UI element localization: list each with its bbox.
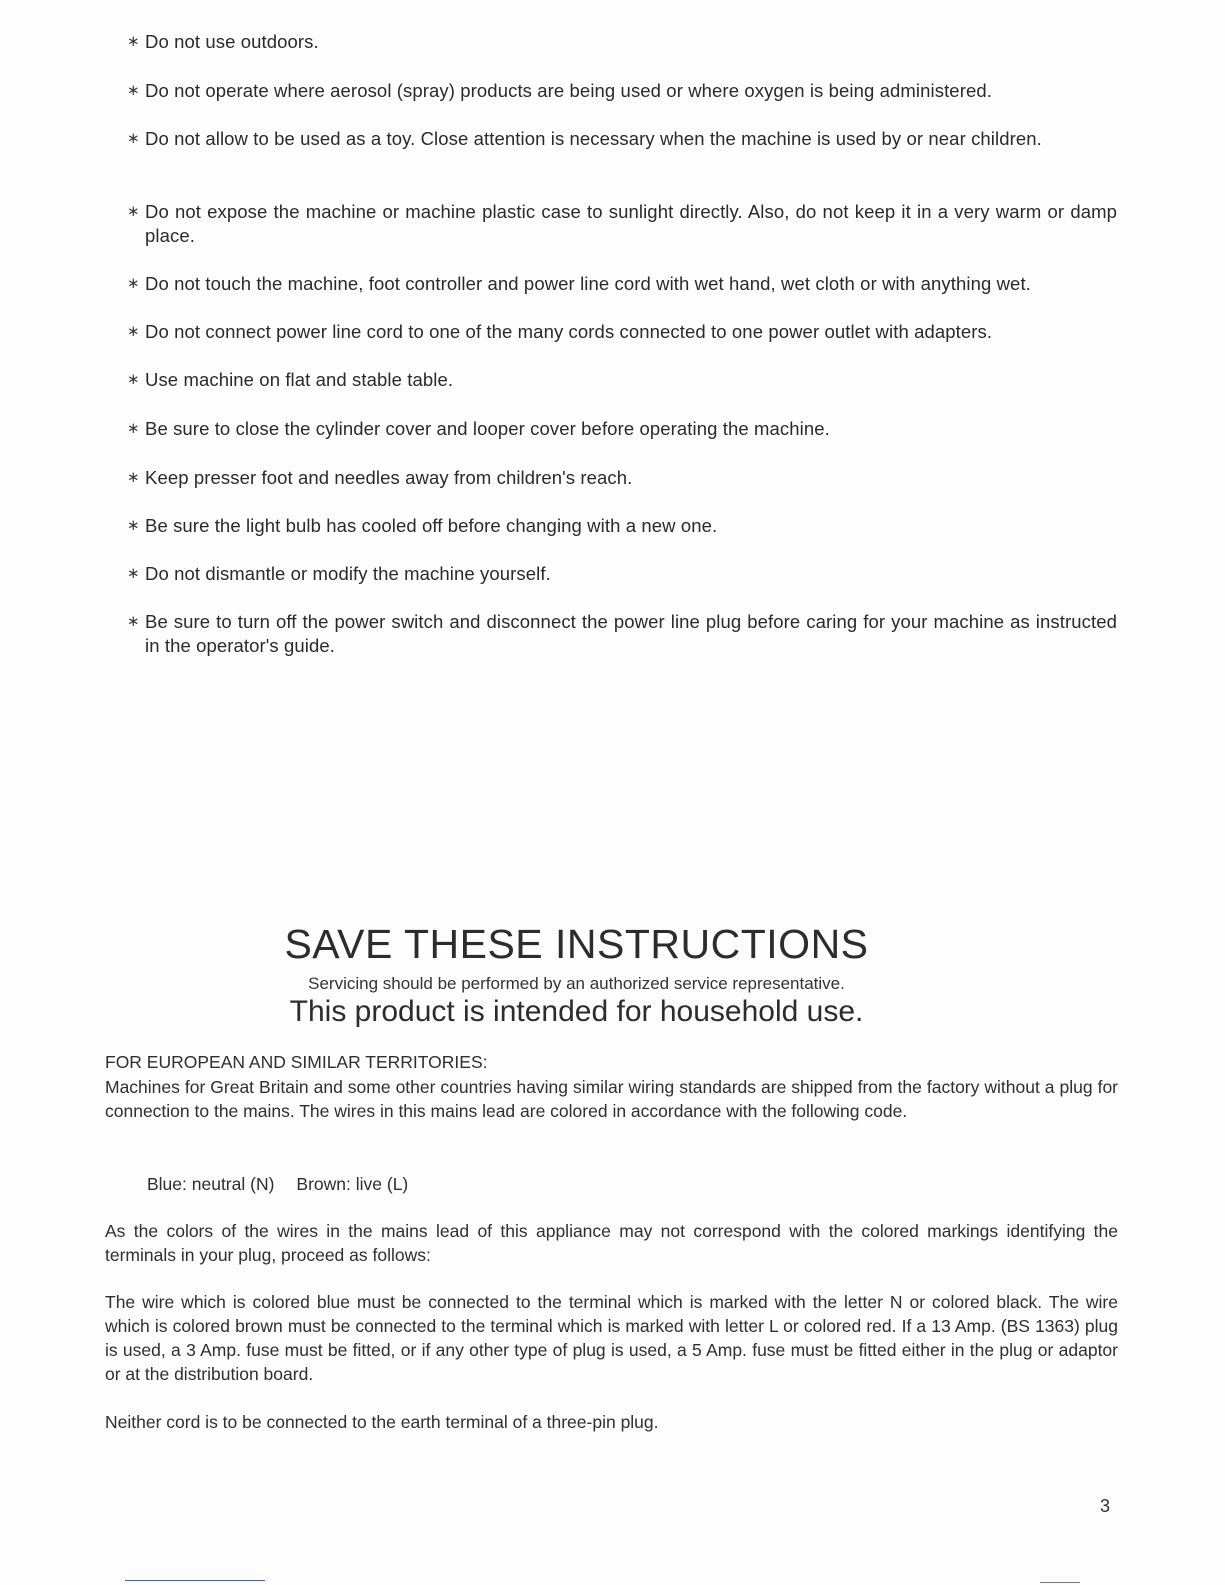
page-number: 3 — [1099, 1496, 1110, 1516]
bullet-asterisk-icon: ∗ — [127, 565, 140, 582]
list-item — [127, 127, 1117, 151]
wiring-colors-paragraph: As the colors of the wires in the mains lead of this appliance may not correspond with the colored markings identifying the terminals in your plug, proceed as follows: — [105, 1221, 1118, 1265]
list-item — [127, 514, 1117, 538]
instruction-text: Do not expose the machine or machine plastic case to sunlight directly. Also, do not keep it in a very warm or damp place. — [145, 201, 1117, 246]
earth-terminal-note: Neither cord is to be connected to the earth terminal of a three-pin plug. — [105, 1412, 659, 1432]
instruction-text: Do not allow to be used as a toy. Close attention is necessary when the machine is used by or near children. — [145, 128, 1042, 149]
instruction-text: Do not dismantle or modify the machine yourself. — [145, 563, 551, 584]
bullet-asterisk-icon: ∗ — [127, 275, 140, 292]
bullet-asterisk-icon: ∗ — [127, 469, 140, 486]
list-item — [127, 320, 1117, 344]
instruction-text: Be sure the light bulb has cooled off before changing with a new one. — [145, 515, 718, 536]
blue-wire-code: Blue: neutral (N) — [147, 1174, 275, 1194]
instruction-text: Keep presser foot and needles away from children's reach. — [145, 467, 633, 488]
list-item — [127, 610, 1117, 658]
wiring-intro-paragraph: Machines for Great Britain and some other countries having similar wiring standards are shipped from the factory without a plug for connection to the mains. The wires in this mains lead are colored in accordance with the following code. — [105, 1077, 1118, 1121]
bullet-asterisk-icon: ∗ — [127, 82, 140, 99]
household-use-note: This product is intended for household use. — [289, 995, 864, 1028]
list-item — [127, 368, 1117, 392]
list-item — [127, 466, 1117, 490]
list-item — [127, 417, 1117, 441]
wire-color-codes — [147, 1172, 408, 1196]
list-item — [127, 562, 1117, 586]
instruction-text: Do not touch the machine, foot controller and power line cord with wet hand, wet cloth or with anything wet. — [145, 273, 1031, 294]
scan-edge-line — [125, 1580, 265, 1581]
scan-edge-line — [1040, 1582, 1080, 1583]
instruction-text: Be sure to close the cylinder cover and looper cover before operating the machine. — [145, 418, 830, 439]
bullet-asterisk-icon: ∗ — [127, 203, 140, 220]
european-section-heading: FOR EUROPEAN AND SIMILAR TERRITORIES: — [105, 1052, 488, 1072]
list-item — [127, 200, 1117, 248]
instruction-text: Do not use outdoors. — [145, 31, 319, 52]
instruction-text: Use machine on flat and stable table. — [145, 369, 454, 390]
bullet-asterisk-icon: ∗ — [127, 613, 140, 630]
servicing-note: Servicing should be performed by an authorized service representative. — [308, 974, 845, 993]
save-instructions-heading: SAVE THESE INSTRUCTIONS — [284, 921, 869, 967]
bullet-asterisk-icon: ∗ — [127, 323, 140, 340]
list-item — [127, 272, 1117, 296]
bullet-asterisk-icon: ∗ — [127, 33, 140, 50]
list-item — [127, 79, 1117, 103]
list-item — [127, 30, 1117, 54]
brown-wire-code: Brown: live (L) — [296, 1174, 409, 1194]
bullet-asterisk-icon: ∗ — [127, 420, 140, 437]
wiring-connection-paragraph: The wire which is colored blue must be connected to the terminal which is marked with the letter N or colored black. The wire which is colored brown must be connected to the terminal which is marked with letter L or colored red. If a 13 Amp. (BS 1363) plug is used, a 3 Amp. fuse must be fitted, or if any other type of plug is used, a 5 Amp. fuse must be fitted either in the plug or adaptor or at the distribution board. — [105, 1292, 1118, 1384]
instruction-text: Be sure to turn off the power switch and disconnect the power line plug before caring for your machine as instructed in the operator's guide. — [145, 611, 1117, 656]
instruction-text: Do not connect power line cord to one of the many cords connected to one power outlet with adapters. — [145, 321, 993, 342]
bullet-asterisk-icon: ∗ — [127, 130, 140, 147]
bullet-asterisk-icon: ∗ — [127, 517, 140, 534]
bullet-asterisk-icon: ∗ — [127, 371, 140, 388]
instruction-text: Do not operate where aerosol (spray) products are being used or where oxygen is being administered. — [145, 80, 992, 101]
